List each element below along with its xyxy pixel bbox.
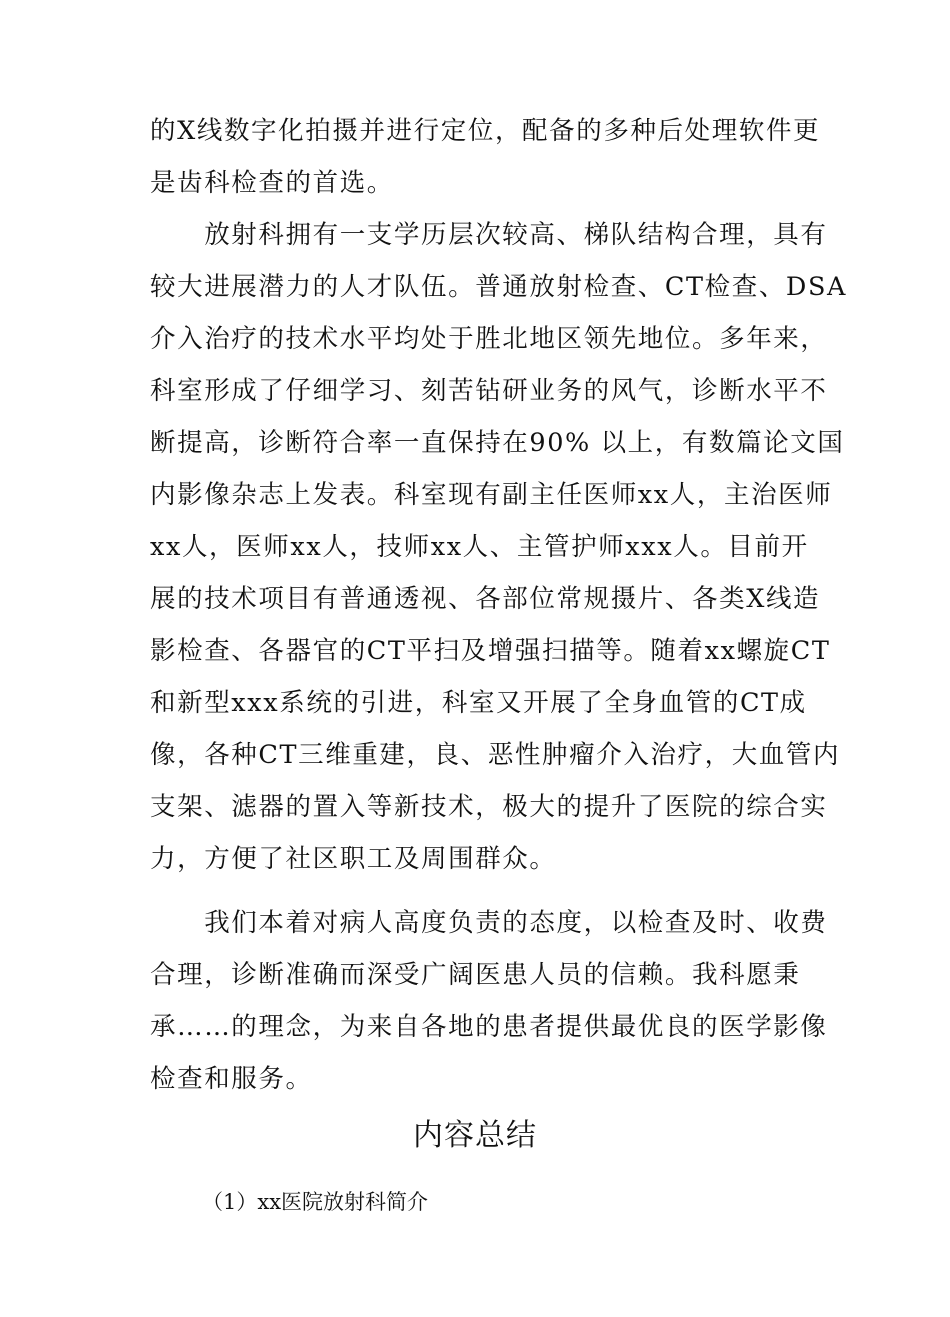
paragraph-line: 较大进展潜力的人才队伍。普通放射检查、CT检查、DSA <box>150 272 848 302</box>
paragraph-line: 影检查、各器官的CT平扫及增强扫描等。随着xx螺旋CT <box>150 636 831 666</box>
summary-item: （1）xx医院放射科简介 <box>202 1190 429 1214</box>
paragraph-line: 科室形成了仔细学习、刻苦钻研业务的风气，诊断水平不 <box>150 376 828 406</box>
paragraph-line: 内影像杂志上发表。科室现有副主任医师xx人，主治医师 <box>150 480 833 510</box>
paragraph-1 <box>150 105 821 209</box>
paragraph-line: 介入治疗的技术水平均处于胜北地区领先地位。多年来， <box>150 324 828 354</box>
paragraph-line: 合理，诊断准确而深受广阔医患人员的信赖。我科愿秉 <box>150 960 801 990</box>
paragraph-line: 承……的理念，为来自各地的患者提供最优良的医学影像 <box>150 1012 828 1042</box>
paragraph-line: 的X线数字化拍摄并进行定位，配备的多种后处理软件更 <box>150 116 821 146</box>
paragraph-2 <box>150 209 848 885</box>
summary-title: 内容总结 <box>413 1118 537 1153</box>
paragraph-3 <box>150 897 828 1105</box>
paragraph-line: 展的技术项目有普通透视、各部位常规摄片、各类X线造 <box>150 584 821 614</box>
paragraph-line: 放射科拥有一支学历层次较高、梯队结构合理，具有 <box>150 220 828 250</box>
paragraph-line: 和新型xxx系统的引进，科室又开展了全身血管的CT成 <box>150 688 807 718</box>
paragraph-line: xx人，医师xx人，技师xx人、主管护师xxx人。目前开 <box>150 532 809 562</box>
paragraph-line: 我们本着对病人高度负责的态度，以检查及时、收费 <box>150 908 828 938</box>
paragraph-line: 断提高，诊断符合率一直保持在90% 以上，有数篇论文国 <box>150 428 845 458</box>
paragraph-line: 是齿科检查的首选。 <box>150 168 394 198</box>
paragraph-line: 力，方便了社区职工及周围群众。 <box>150 844 557 874</box>
paragraph-line: 检查和服务。 <box>150 1064 313 1094</box>
paragraph-line: 像，各种CT三维重建，良、恶性肿瘤介入治疗，大血管内 <box>150 740 841 770</box>
paragraph-line: 支架、滤器的置入等新技术，极大的提升了医院的综合实 <box>150 792 828 822</box>
